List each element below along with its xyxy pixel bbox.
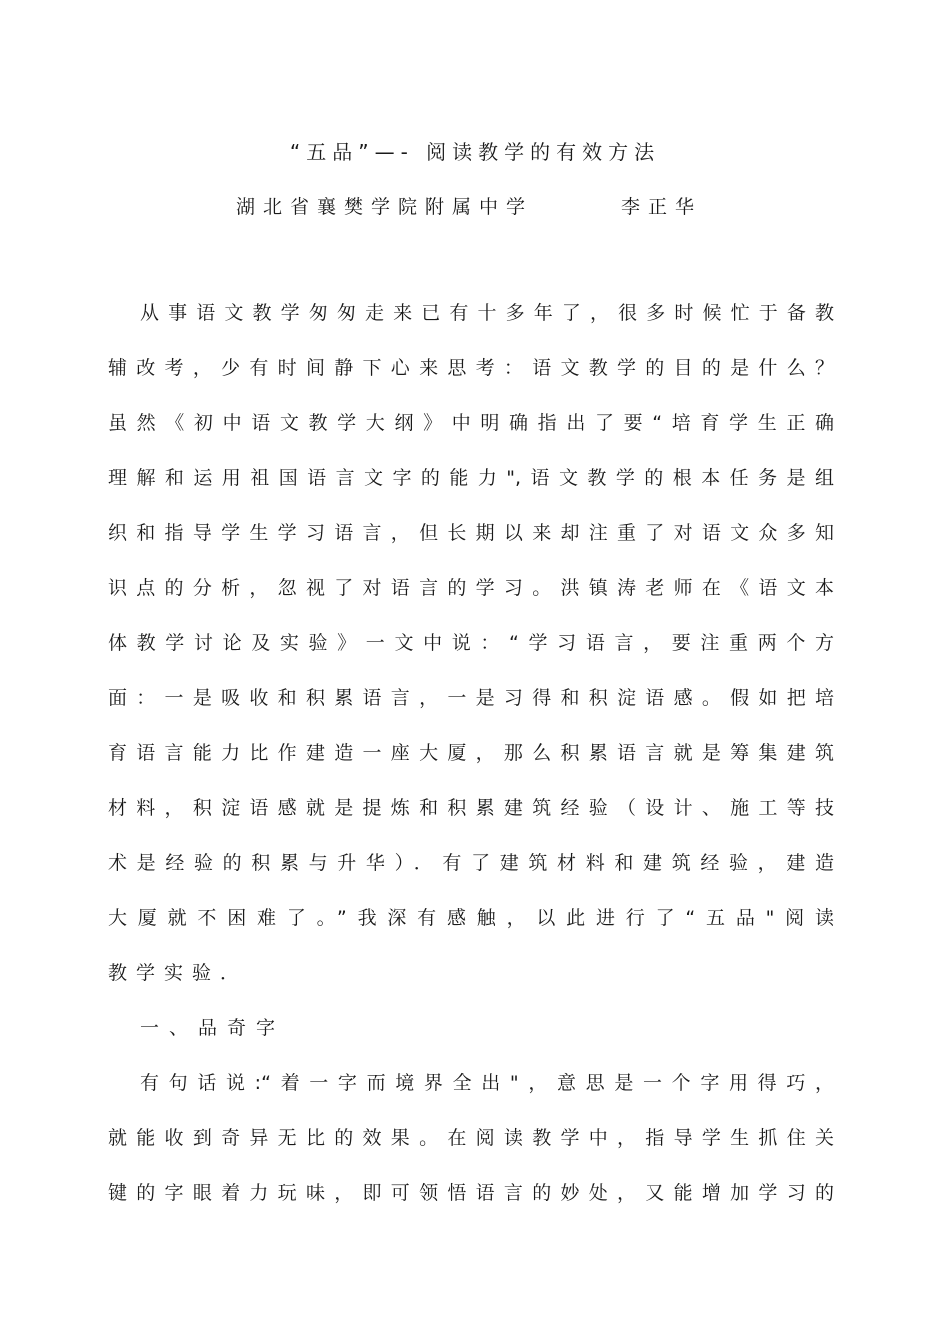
byline [236, 192, 702, 219]
paragraph-line: 面：一是吸收和积累语言，一是习得和积淀语感。假如把培 [108, 687, 834, 709]
paragraph-line: 有句话说:“着一字而境界全出"，意思是一个字用得巧， [140, 1072, 834, 1094]
author-name: 李正华 [621, 196, 703, 218]
paragraph-line: 理解和运用祖国语言文字的能力",语文教学的根本任务是组 [108, 467, 834, 489]
paragraph-line: 教学实验． [108, 962, 249, 984]
paragraph-line: 识点的分析，忽视了对语言的学习。洪镇涛老师在《语文本 [108, 577, 834, 599]
paragraph-line: 体教学讨论及实验》一文中说：“学习语言，要注重两个方 [108, 632, 834, 654]
paragraph-line: 织和指导学生学习语言，但长期以来却注重了对语文众多知 [108, 522, 834, 544]
paragraph-line: 键的字眼着力玩味，即可领悟语言的妙处，又能增加学习的 [108, 1182, 834, 1204]
section-heading: 一、品奇字 [140, 1017, 286, 1039]
affiliation: 湖北省襄樊学院附属中学 [236, 196, 534, 218]
document-title: “五品”—- 阅读教学的有效方法 [289, 140, 661, 164]
paragraph-line: 大厦就不困难了。”我深有感触，以此进行了“五品"阅读 [108, 907, 834, 929]
paragraph-line: 就能收到奇异无比的效果。在阅读教学中，指导学生抓住关 [108, 1127, 834, 1149]
paragraph-line: 辅改考，少有时间静下心来思考：语文教学的目的是什么？ [108, 357, 834, 379]
paragraph-line: 术是经验的积累与升华）．有了建筑材料和建筑经验，建造 [108, 852, 834, 874]
paragraph-line: 材料，积淀语感就是提炼和积累建筑经验（设计、施工等技 [108, 797, 834, 819]
paragraph-line: 从事语文教学匆匆走来已有十多年了，很多时候忙于备教 [140, 302, 834, 324]
paragraph-line: 虽然《初中语文教学大纲》中明确指出了要“培育学生正确 [108, 412, 834, 434]
paragraph-line: 育语言能力比作建造一座大厦，那么积累语言就是筹集建筑 [108, 742, 834, 764]
